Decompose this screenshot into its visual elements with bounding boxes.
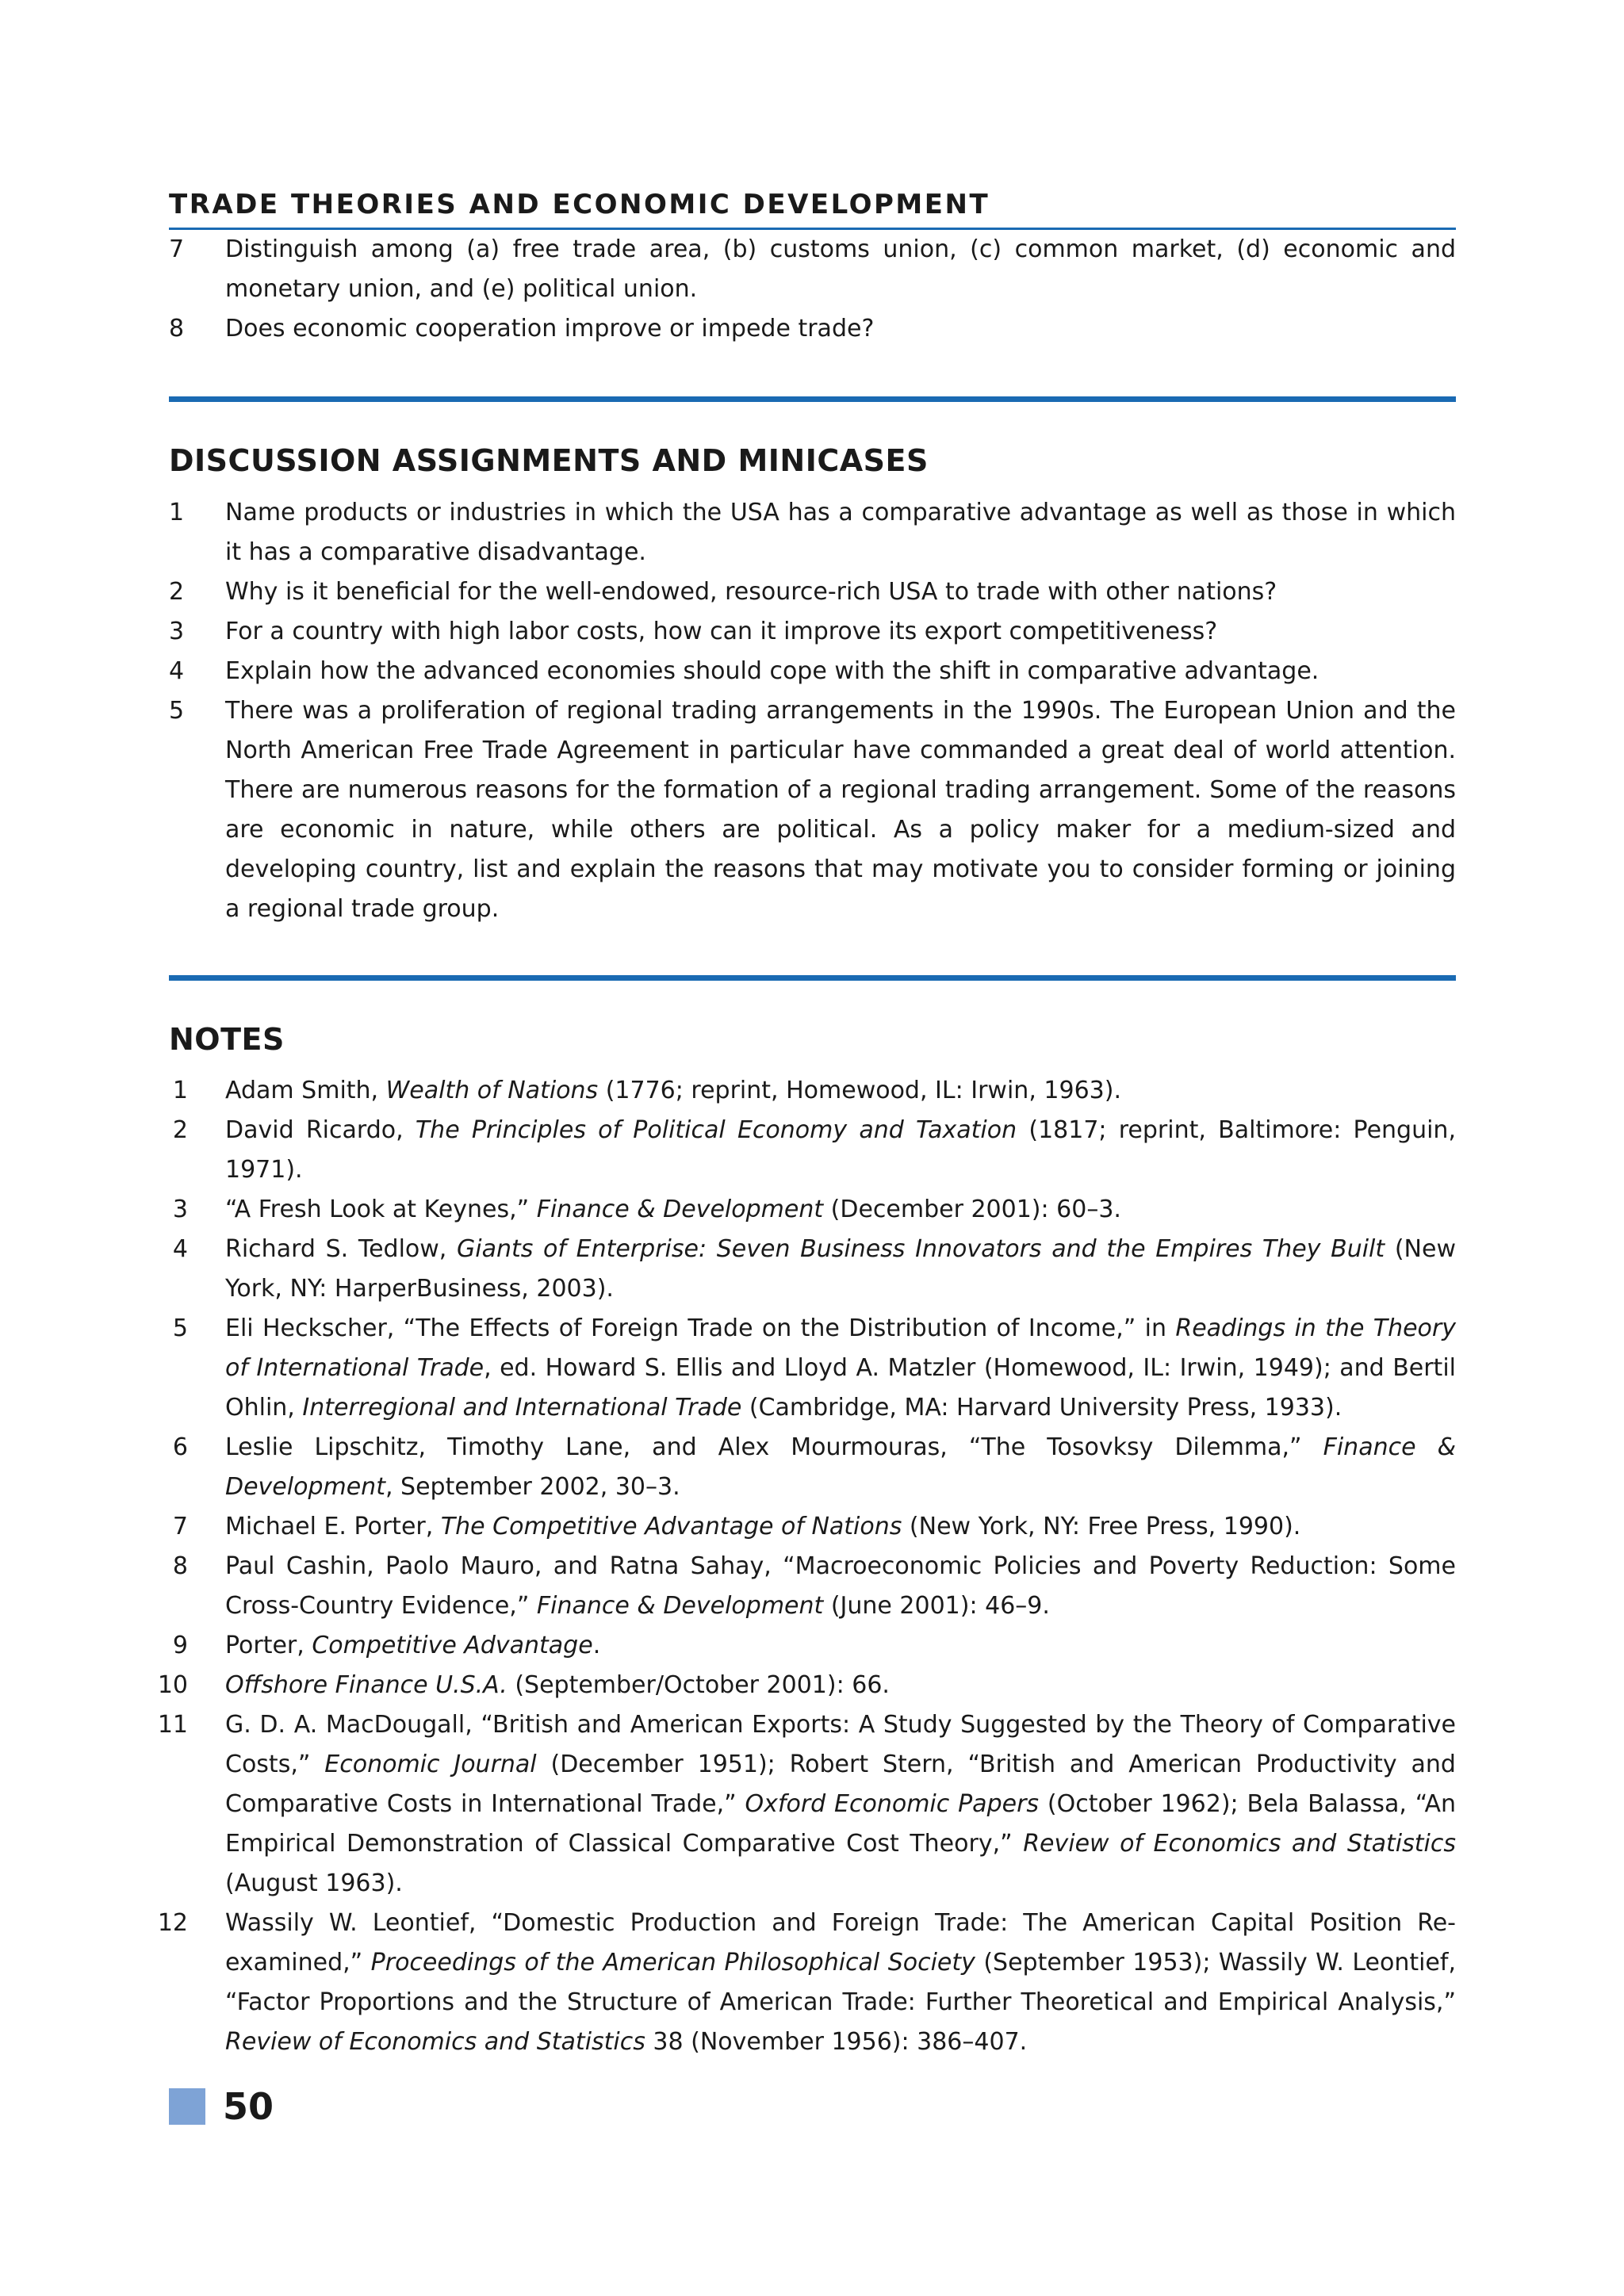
note-title-italic: Giants of Enterprise: Seven Business Innovators and the Empires They Built [457,1234,1385,1263]
note-number: 7 [172,1512,188,1540]
note-text-run: (December 2001): 60–3. [823,1195,1121,1223]
note-text-run: , ed. Howard S. Ellis and Lloyd A. Matzler (Homewood, IL: Irwin, 1949); and Bertil Ohlin, [225,1353,1456,1422]
note-text-run: Wassily W. Leontief, “Domestic Production and Foreign Trade: The American Capital Position Re-examined,” [225,1908,1456,1976]
note-text-run: (New York, NY: HarperBusiness, 2003). [225,1234,1456,1303]
note-item [169,1190,1456,1230]
note-title-italic: Proceedings of the American Philosophical Society [370,1948,975,1976]
note-text-run: (1776; reprint, Homewood, IL: Irwin, 1963). [598,1076,1121,1104]
note-number: 5 [172,1314,188,1342]
note-text-run: Richard S. Tedlow, [225,1234,458,1263]
note-number: 8 [172,1552,188,1580]
item-number: 8 [169,314,185,342]
note-text-run: David Ricardo, [225,1115,416,1144]
item-text: For a country with high labor costs, how can it improve its export competitiveness? [225,618,1218,646]
note-title-italic: Finance & Development [536,1591,824,1620]
item-number: 2 [169,578,185,607]
note-number: 1 [172,1076,188,1104]
note-text [225,1705,1456,1904]
note-text-run: 38 (November 1956): 386–407. [645,2027,1028,2056]
note-text-run: “A Fresh Look at Keynes,” [225,1195,537,1223]
note-title-italic: Review of Economics and Statistics [1023,1829,1456,1858]
note-text-run: , September 2002, 30–3. [385,1472,680,1501]
note-text [225,1547,1456,1626]
note-item [157,1666,1456,1705]
item-text: There was a proliferation of regional trading arrangements in the 1990s. The European Union and the North American Free Trade Agreement in particular have commanded a great deal of world attention. There are numerous reasons for the formation of a regional trading arrangement. Some of the reasons are economic in nature, while others are political. As a policy maker for a medium-sized and developing country, list and explain the reasons that may motivate you to consider forming or joining a regional trade group. [225,697,1456,924]
note-number: 3 [172,1195,188,1223]
note-text [225,1428,1456,1507]
note-text-run: Michael E. Porter, [225,1512,441,1540]
running-head: TRADE THEORIES AND ECONOMIC DEVELOPMENT [169,189,1456,230]
note-text-run: (December 1951); Robert Stern, “British and American Productivity and Comparative Costs in International Trade,” [225,1750,1456,1818]
note-title-italic: Readings in the Theory of International Trade [225,1314,1456,1382]
note-text-run: (October 1962); Bela Balassa, “An Empirical Demonstration of Classical Comparative Cost Theory,” [225,1789,1456,1858]
note-text-run: (August 1963). [225,1869,403,1897]
note-title-italic: Oxford Economic Papers [745,1789,1040,1818]
discussion-item [169,691,1456,929]
note-item [157,1705,1456,1904]
note-text [225,1904,1456,2062]
note-title-italic: Finance & Development [225,1433,1456,1501]
note-text-run: (1817; reprint, Baltimore: Penguin, 1971). [225,1115,1456,1184]
item-number: 7 [169,235,185,263]
note-title-italic: Competitive Advantage [312,1631,593,1659]
note-item [169,1626,1456,1666]
note-item [157,1904,1456,2062]
note-number: 11 [157,1710,188,1739]
note-text [225,1111,1456,1190]
note-title-italic: The Principles of Political Economy and Taxation [415,1115,1017,1144]
note-title-italic: The Competitive Advantage of Nations [440,1512,902,1540]
note-text-run: . [592,1631,601,1659]
note-title-italic: Finance & Development [536,1195,824,1223]
review-question [169,309,1456,349]
note-item [169,1507,1456,1547]
note-item [169,1111,1456,1190]
note-text [225,1666,1456,1705]
note-number: 10 [157,1670,188,1699]
note-item [169,1230,1456,1309]
note-number: 4 [172,1234,188,1263]
note-text-run: Paul Cashin, Paolo Mauro, and Ratna Sahay, “Macroeconomic Policies and Poverty Reduction: Some Cross-Country Evidence,” [225,1552,1456,1620]
page-content [157,189,1456,2062]
note-text-run: (June 2001): 46–9. [823,1591,1050,1620]
item-text: Distinguish among (a) free trade area, (b) customs union, (c) common market, (d) economic and monetary union, and (e) political union. [225,235,1456,303]
section-title: DISCUSSION ASSIGNMENTS AND MINICASES [169,442,929,478]
note-text-run: Porter, [225,1631,312,1659]
note-number: 9 [172,1631,188,1659]
discussion-item [169,493,1456,572]
note-number: 2 [172,1115,188,1144]
note-title-italic: Wealth of Nations [385,1076,599,1104]
discussion-item [169,612,1456,652]
note-text-run: (September/October 2001): 66. [507,1670,890,1699]
note-text-run: (New York, NY: Free Press, 1990). [902,1512,1301,1540]
notes-section [157,975,1456,2062]
item-number: 5 [169,697,185,725]
item-text: Explain how the advanced economies should cope with the shift in comparative advantage. [225,657,1320,686]
review-question [169,230,1456,309]
note-text-run: G. D. A. MacDougall, “British and American Exports: A Study Suggested by the Theory of Comparative Costs,” [225,1710,1456,1778]
item-number: 3 [169,618,185,646]
page-number: 50 [223,2085,274,2128]
note-text-run: Adam Smith, [225,1076,386,1104]
discussion-item [169,652,1456,691]
note-text-run: Eli Heckscher, “The Effects of Foreign Trade on the Distribution of Income,” in [225,1314,1176,1342]
item-text: Why is it beneficial for the well-endowed, resource-rich USA to trade with other nations? [225,578,1277,607]
item-number: 1 [169,499,185,527]
note-title-italic: Interregional and International Trade [302,1393,742,1422]
note-text-run: (Cambridge, MA: Harvard University Press, 1933). [741,1393,1342,1422]
section-title: NOTES [169,1022,285,1058]
discussion-section [169,396,1456,930]
note-title-italic: Economic Journal [324,1750,537,1778]
note-text [225,1230,1456,1309]
discussion-item [169,572,1456,612]
note-item [169,1547,1456,1626]
discussion-list [169,493,1456,929]
review-questions-list [169,230,1456,349]
note-title-italic: Offshore Finance U.S.A. [225,1670,508,1699]
note-text [225,1309,1456,1428]
note-text [225,1071,1456,1111]
folio-square [169,2088,205,2125]
note-text [225,1190,1456,1230]
note-item [169,1309,1456,1428]
item-text: Name products or industries in which the USA has a comparative advantage as well as those in which it has a comparative disadvantage. [225,499,1456,567]
section-divider [169,975,1456,981]
page-folio [169,2085,274,2128]
note-item [169,1071,1456,1111]
note-text [225,1507,1456,1547]
note-number: 12 [157,1908,188,1937]
item-text: Does economic cooperation improve or impede trade? [225,314,875,342]
note-text-run: Leslie Lipschitz, Timothy Lane, and Alex Mourmouras, “The Tosovksy Dilemma,” [225,1433,1323,1461]
section-divider [169,396,1456,402]
note-number: 6 [172,1433,188,1461]
item-number: 4 [169,657,185,686]
note-title-italic: Review of Economics and Statistics [225,2027,645,2056]
note-text [225,1626,1456,1666]
note-item [169,1428,1456,1507]
notes-list [157,1071,1456,2062]
note-text-run: (September 1953); Wassily W. Leontief, “Factor Proportions and the Structure of American Trade: Further Theoretical and Empirical Analysis,” [225,1948,1456,2016]
